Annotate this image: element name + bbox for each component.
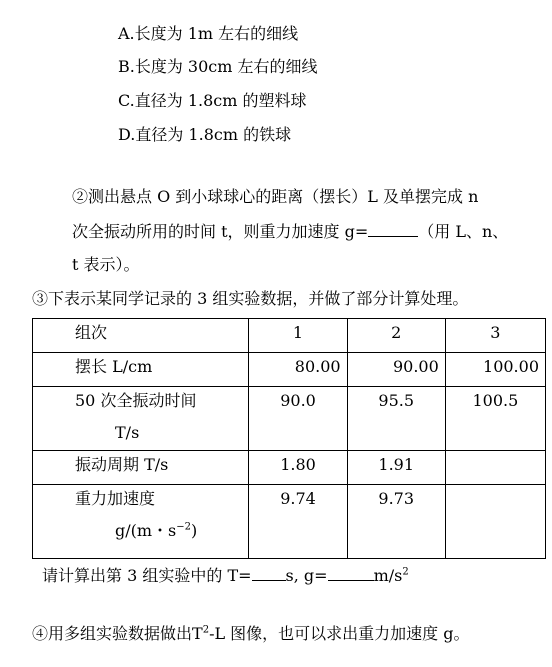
data-table (32, 318, 546, 559)
row-label: 振动周期 T/s (33, 451, 249, 485)
table-cell: 1.91 (347, 451, 445, 485)
header-cell: 2 (347, 319, 445, 353)
table-row-header (33, 319, 546, 353)
q4-exponent: 2 (202, 624, 210, 636)
table-cell-empty (445, 451, 545, 485)
table-cell: 90.0 (249, 387, 347, 451)
table-row-period (33, 451, 546, 485)
table-cell: 100.00 (445, 353, 545, 387)
q3-ask-mid: s, g= (285, 566, 328, 585)
q3-ask-pre: 请计算出第 3 组实验中的 T= (42, 566, 252, 585)
q4-pre: ④用多组实验数据做出T (32, 624, 203, 643)
row-label (33, 387, 249, 451)
table-cell: 95.5 (347, 387, 445, 451)
option-d: D.直径为 1.8cm 的铁球 (118, 125, 292, 144)
g-answer-blank[interactable] (368, 221, 418, 237)
header-cell: 3 (445, 319, 545, 353)
row-label-line1: 重力加速度 (75, 489, 156, 508)
t-answer-blank[interactable] (252, 565, 286, 581)
unit-close: ) (191, 521, 198, 540)
table-row-length (33, 353, 546, 387)
q3-intro: ③下表示某同学记录的 3 组实验数据，并做了部分计算处理。 (32, 289, 469, 308)
q4-post: -L 图像，也可以求出重力加速度 g。 (209, 624, 470, 643)
q2-line2 (72, 221, 508, 242)
table-row-gravity (33, 485, 546, 559)
table-cell: 1.80 (249, 451, 347, 485)
table-cell: 9.73 (347, 485, 445, 559)
table-row-time (33, 387, 546, 451)
q4-line (32, 624, 470, 644)
header-cell: 组次 (33, 319, 249, 353)
table-cell-empty (445, 485, 545, 559)
table-cell: 100.5 (445, 387, 545, 451)
table-cell: 80.00 (249, 353, 347, 387)
option-b: B.长度为 30cm 左右的细线 (118, 57, 318, 76)
q2-line2-pre: 次全振动所用的时间 t，则重力加速度 g= (72, 222, 369, 241)
row-label-line2 (75, 521, 248, 541)
q2-line2-post: （用 L、n、 (418, 222, 509, 241)
header-cell: 1 (249, 319, 347, 353)
q3-ask-exponent: 2 (402, 566, 409, 578)
row-label-line2: T/s (115, 423, 140, 442)
q3-ask (42, 565, 409, 586)
row-label (33, 485, 249, 559)
g-value-blank[interactable] (328, 565, 374, 581)
option-c: C.直径为 1.8cm 的塑料球 (118, 91, 307, 110)
table-cell: 90.00 (347, 353, 445, 387)
q2-line3: t 表示）。 (72, 255, 140, 274)
unit-exponent: −2 (176, 521, 192, 533)
row-label: 摆长 L/cm (33, 353, 249, 387)
unit-text: g/(m・s (115, 521, 177, 540)
q2-line1: ②测出悬点 O 到小球球心的距离（摆长）L 及单摆完成 n (72, 187, 479, 206)
row-label-line1: 50 次全振动时间 (75, 391, 197, 410)
table-cell: 9.74 (249, 485, 347, 559)
option-a: A.长度为 1m 左右的细线 (118, 24, 299, 43)
q3-ask-unit: m/s (373, 566, 403, 585)
